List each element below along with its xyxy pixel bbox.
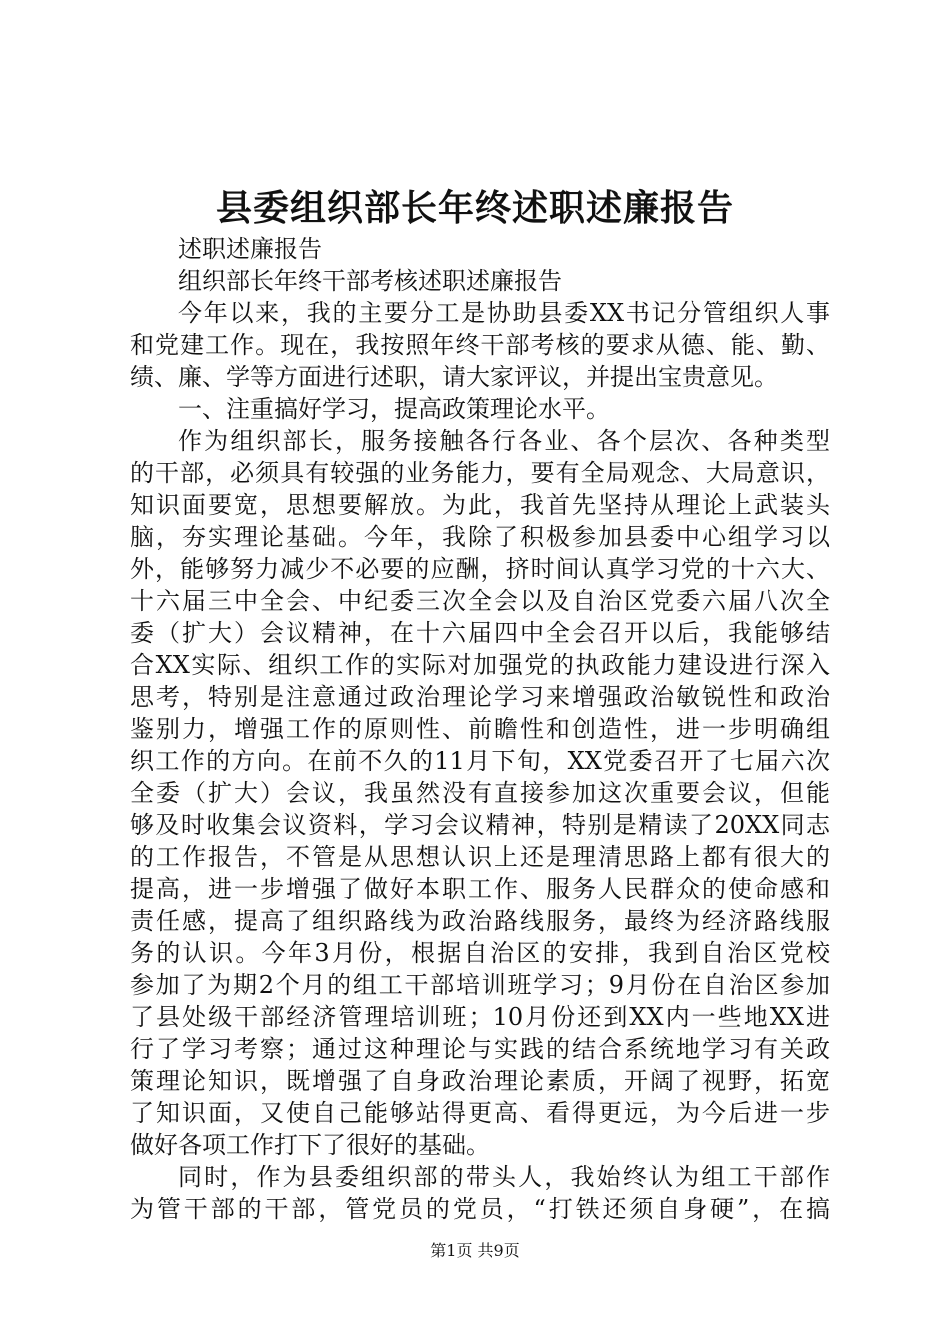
- text-line: 务的认识。今年3月份，根据自治区的安排，我到自治区党校: [130, 939, 830, 967]
- page-footer: 第1页 共9页: [430, 1241, 520, 1260]
- text-line: 了县处级干部经济管理培训班；10月份还到XX内一些地XX进: [130, 1003, 830, 1031]
- text-line: 外，能够努力减少不必要的应酬，挤时间认真学习党的十六大、: [130, 555, 830, 583]
- text-line: 和党建工作。现在，我按照年终干部考核的要求从德、能、勤、: [130, 331, 830, 359]
- document-title: 县委组织部长年终述职述廉报告: [215, 187, 734, 229]
- text-line: 为管干部的干部，管党员的党员，“打铁还须自身硬”，在搞: [130, 1195, 830, 1223]
- text-line: 十六届三中全会、中纪委三次全会以及自治区党委六届八次全: [130, 587, 830, 615]
- text-line: 作为组织部长，服务接触各行各业、各个层次、各种类型: [178, 427, 830, 455]
- text-line: 了知识面，又使自己能够站得更高、看得更远，为今后进一步: [130, 1099, 830, 1127]
- text-line: 行了学习考察；通过这种理论与实践的结合系统地学习有关政: [130, 1035, 830, 1063]
- text-line: 思考，特别是注意通过政治理论学习来增强政治敏锐性和政治: [130, 683, 830, 711]
- text-line: 委（扩大）会议精神，在十六届四中全会召开以后，我能够结: [130, 619, 830, 647]
- text-line: 合XX实际、组织工作的实际对加强党的执政能力建设进行深入: [130, 651, 830, 679]
- text-line: 够及时收集会议资料，学习会议精神，特别是精读了20XX同志: [130, 811, 830, 839]
- text-line: 同时，作为县委组织部的带头人，我始终认为组工干部作: [178, 1163, 830, 1191]
- text-line: 脑，夯实理论基础。今年，我除了积极参加县委中心组学习以: [130, 523, 830, 551]
- text-line: 提高，进一步增强了做好本职工作、服务人民群众的使命感和: [130, 875, 830, 903]
- text-line: 参加了为期2个月的组工干部培训班学习；9月份在自治区参加: [130, 971, 830, 999]
- text-line: 策理论知识，既增强了自身政治理论素质，开阔了视野，拓宽: [130, 1067, 830, 1095]
- text-line: 知识面要宽，思想要解放。为此，我首先坚持从理论上武装头: [130, 491, 830, 519]
- text-line: 鉴别力，增强工作的原则性、前瞻性和创造性，进一步明确组: [130, 715, 830, 743]
- text-line: 今年以来，我的主要分工是协助县委XX书记分管组织人事: [178, 299, 830, 327]
- text-line: 全委（扩大）会议，我虽然没有直接参加这次重要会议，但能: [130, 779, 830, 807]
- text-line: 做好各项工作打下了很好的基础。: [130, 1131, 490, 1159]
- document-body: [130, 233, 830, 1225]
- text-line: 一、注重搞好学习，提高政策理论水平。: [178, 395, 610, 423]
- text-line: 组织部长年终干部考核述职述廉报告: [178, 267, 562, 295]
- text-line: 的干部，必须具有较强的业务能力，要有全局观念、大局意识，: [130, 459, 830, 487]
- text-line: 述职述廉报告: [178, 235, 322, 263]
- text-line: 责任感，提高了组织路线为政治路线服务，最终为经济路线服: [130, 907, 830, 935]
- text-line: 绩、廉、学等方面进行述职，请大家评议，并提出宝贵意见。: [130, 363, 778, 391]
- text-line: 的工作报告，不管是从思想认识上还是理清思路上都有很大的: [130, 843, 830, 871]
- text-line: 织工作的方向。在前不久的11月下旬，XX党委召开了七届六次: [130, 747, 830, 775]
